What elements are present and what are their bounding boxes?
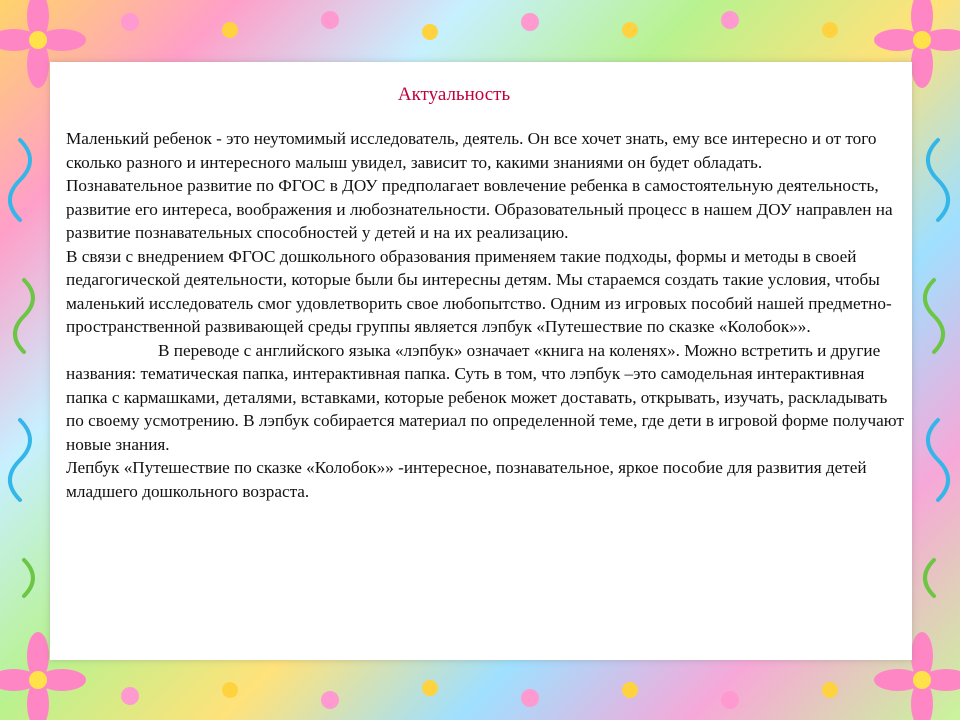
paragraph-1: Маленький ребенок - это неутомимый исследователь, деятель. Он все хочет знать, ему все интересно и от того сколько разного и интересного малыш увидел, зависит то, какими знаниями он будет обладать.: [66, 129, 877, 172]
paragraph-5: Лепбук «Путешествие по сказке «Колобок»» -интересное, познавательное, яркое пособие для развития детей младшего дошкольного возраста.: [66, 458, 867, 501]
slide-title: Актуальность: [397, 84, 511, 105]
paragraph-2: Познавательное развитие по ФГОС в ДОУ предполагает вовлечение ребенка в самостоятельную деятельность, развитие его интереса, воображения и любознательности. Образовательный процесс в нашем ДОУ направлен на развитие познавательных способностей у детей и на их реализацию.: [66, 176, 893, 242]
swirls-right: [925, 140, 948, 596]
paragraph-4: В переводе с английского языка «лэпбук» означает «книга на коленях». Можно встретить и другие названия: тематическая папка, интерактивная папка. Суть в том, что лэпбук –это самодельная интерактивная папка с кармашками, деталями, вставками, которые ребенок может доставать, открывать, изучать, раскладывать по своему усмотрению. В лэпбук собирается материал по определенной теме, где дети в игровой форме получают новые знания.: [66, 340, 904, 454]
paragraph-3: В связи с внедрением ФГОС дошкольного образования применяем такие подходы, формы и методы в своей педагогической деятельности, которые были бы интересны детям. Мы стараемся создать такие условия, чтобы маленький исследователь смог удовлетворить свое любопытство. Одним из игровых пособий нашей предметно-пространственной развивающей среды группы является лэпбук «Путешествие по сказке «Колобок»».: [66, 246, 892, 336]
small-flowers-bottom: [121, 680, 838, 709]
slide-body: [66, 127, 908, 503]
paragraph-4-wrapper: [66, 339, 908, 457]
small-flowers-top: [121, 11, 838, 40]
swirls-left: [10, 140, 33, 596]
text-page: [50, 62, 912, 660]
